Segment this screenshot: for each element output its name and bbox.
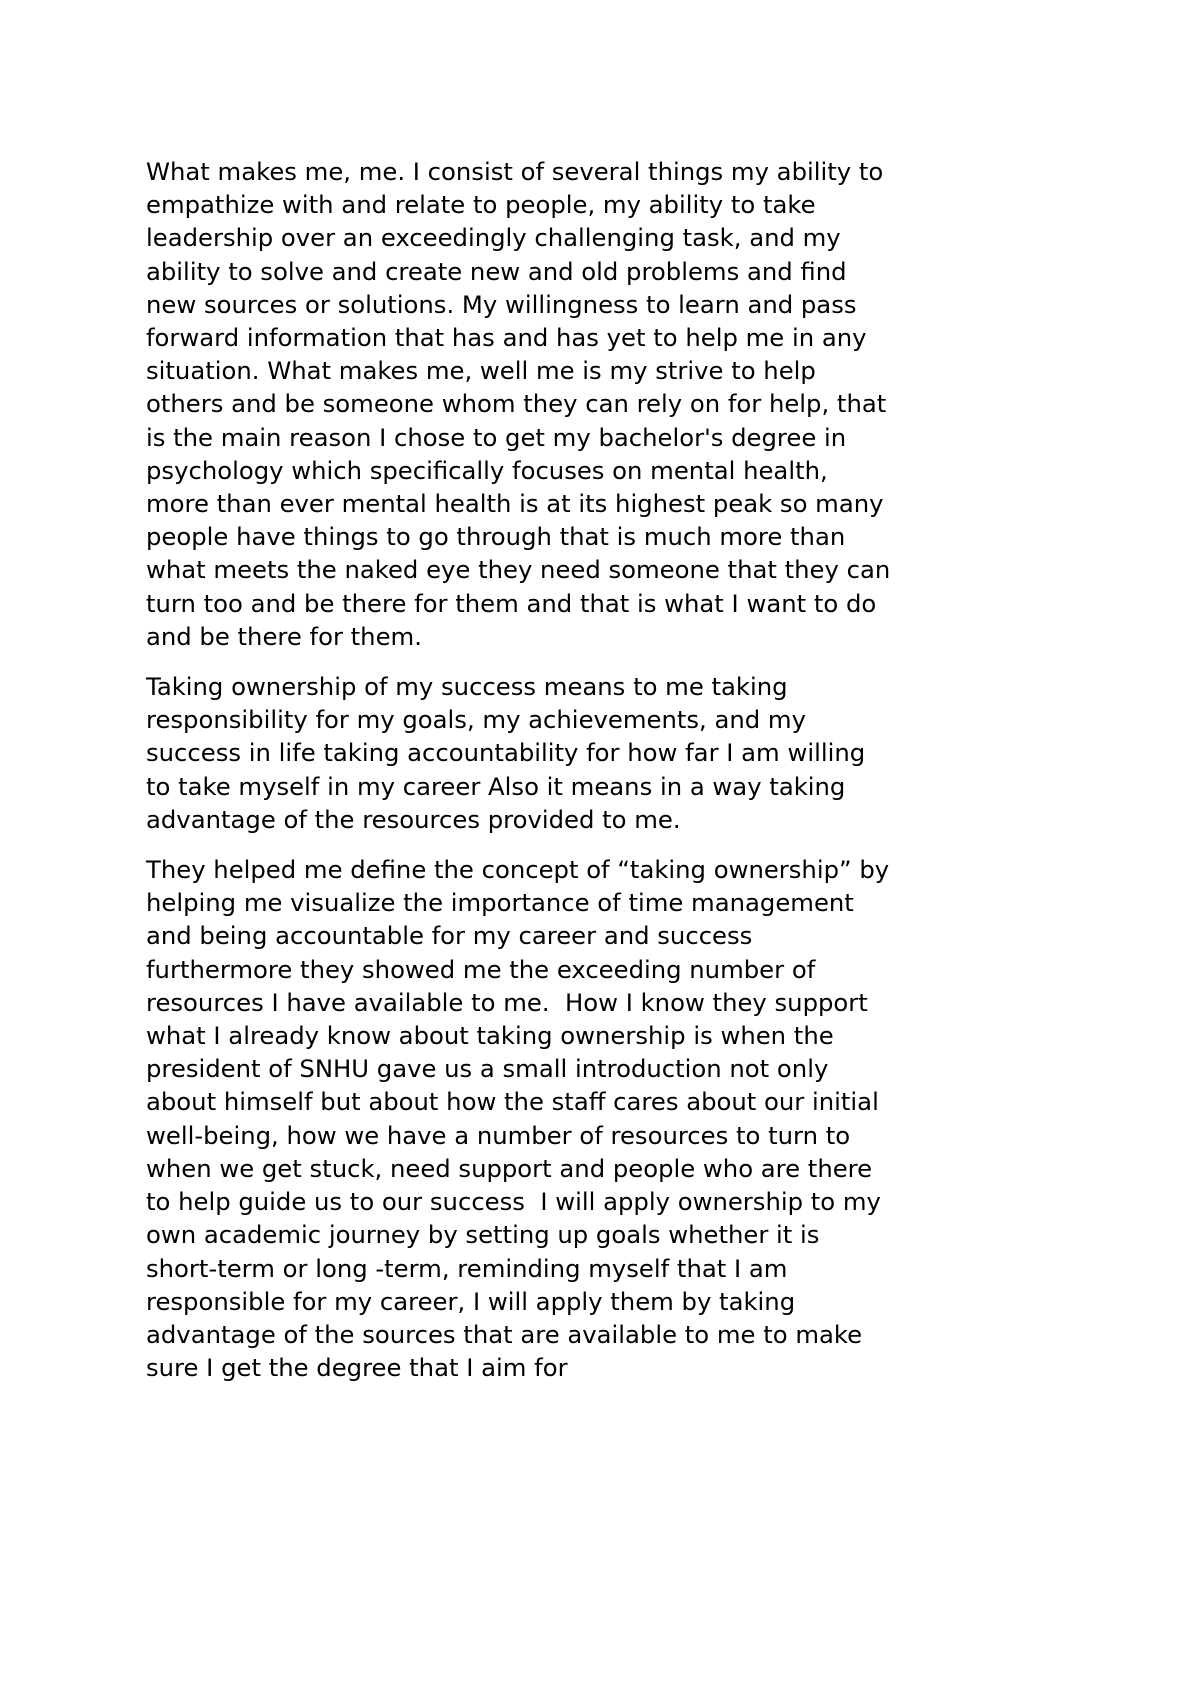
- text-line: more than ever mental health is at its highest peak so many: [146, 489, 884, 519]
- text-line: helping me visualize the importance of time management: [146, 888, 854, 918]
- paragraph-they-helped-me: [146, 853, 1046, 1384]
- text-line: advantage of the sources that are available to me to make: [146, 1319, 863, 1349]
- text-line: forward information that has and has yet to help me in any: [146, 323, 867, 353]
- text-line: Taking ownership of my success means to me taking: [146, 672, 788, 702]
- text-line: own academic journey by setting up goals whether it is: [146, 1220, 820, 1250]
- text-line: and be there for them.: [146, 621, 422, 651]
- text-line: new sources or solutions. My willingness to learn and pass: [146, 289, 857, 319]
- text-line: and being accountable for my career and success: [146, 921, 753, 951]
- text-line: ability to solve and create new and old problems and find: [146, 256, 847, 286]
- text-line: people have things to go through that is much more than: [146, 522, 846, 552]
- document-body: [146, 155, 1046, 1401]
- text-line: leadership over an exceedingly challenging task, and my: [146, 223, 841, 253]
- text-line: to take myself in my career Also it means in a way taking: [146, 771, 846, 801]
- text-line: furthermore they showed me the exceeding number of: [146, 954, 816, 984]
- text-line: short-term or long -term, reminding myself that I am: [146, 1253, 788, 1283]
- text-line: resources I have available to me. How I know they support: [146, 987, 868, 1017]
- text-line: advantage of the resources provided to me.: [146, 804, 681, 834]
- text-line: responsibility for my goals, my achievements, and my: [146, 705, 806, 735]
- text-line: about himself but about how the staff cares about our initial: [146, 1087, 879, 1117]
- text-line: others and be someone whom they can rely on for help, that: [146, 389, 887, 419]
- text-line: psychology which specifically focuses on mental health,: [146, 455, 828, 485]
- text-line: is the main reason I chose to get my bachelor's degree in: [146, 422, 847, 452]
- text-line: They helped me define the concept of “taking ownership” by: [146, 855, 890, 885]
- text-line: What makes me, me. I consist of several things my ability to: [146, 157, 884, 186]
- text-line: responsible for my career, I will apply them by taking: [146, 1286, 796, 1316]
- text-line: sure I get the degree that I aim for: [146, 1353, 568, 1383]
- paragraph-what-makes-me: [146, 155, 1046, 653]
- text-line: empathize with and relate to people, my ability to take: [146, 190, 816, 220]
- text-line: to help guide us to our success I will apply ownership to my: [146, 1187, 881, 1217]
- text-line: when we get stuck, need support and people who are there: [146, 1153, 873, 1183]
- text-line: what meets the naked eye they need someone that they can: [146, 555, 891, 585]
- text-line: turn too and be there for them and that is what I want to do: [146, 588, 877, 618]
- paragraph-taking-ownership: [146, 670, 1046, 836]
- text-line: situation. What makes me, well me is my strive to help: [146, 356, 816, 386]
- text-line: success in life taking accountability for how far I am willing: [146, 738, 866, 768]
- text-line: president of SNHU gave us a small introduction not only: [146, 1054, 829, 1084]
- text-line: well-being, how we have a number of resources to turn to: [146, 1120, 851, 1150]
- text-line: what I already know about taking ownership is when the: [146, 1021, 834, 1051]
